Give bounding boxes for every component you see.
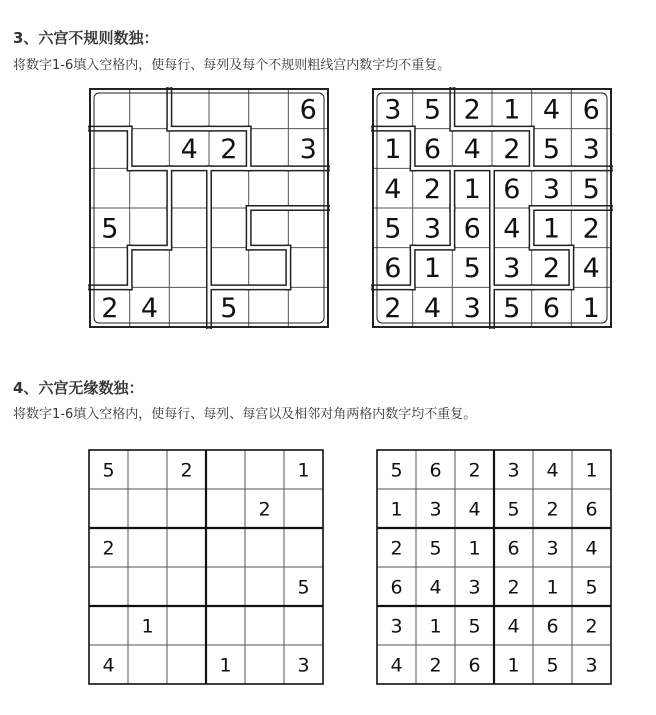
- cell-digit: 5: [390, 459, 403, 482]
- cell-digit: 1: [585, 459, 598, 482]
- cell-digit: 6: [582, 94, 600, 126]
- cell-digit: 3: [463, 292, 481, 324]
- cell-digit: 5: [503, 292, 521, 324]
- cell-digit: 1: [546, 576, 559, 599]
- cell-digit: 5: [546, 654, 559, 677]
- cell-digit: 1: [297, 459, 310, 482]
- cell-digit: 4: [542, 94, 561, 126]
- cell-digit: 3: [507, 459, 520, 482]
- cell-digit: 6: [503, 173, 521, 205]
- cell-digit: 1: [542, 213, 561, 245]
- cell-digit: 4: [423, 292, 442, 324]
- cell-digit: 1: [384, 134, 402, 166]
- cell-digit: 4: [582, 253, 600, 285]
- cell-digit: 5: [582, 173, 600, 205]
- cell-digit: 6: [463, 213, 481, 245]
- cell-digit: 4: [463, 134, 481, 166]
- cell-digit: 1: [503, 94, 521, 126]
- cell-digit: 4: [503, 213, 521, 245]
- cell-digit: 5: [423, 94, 442, 126]
- cell-digit: 2: [101, 292, 119, 324]
- cell-digit: 2: [180, 459, 193, 482]
- cell-digit: 1: [463, 173, 481, 205]
- cell-digit: 6: [585, 498, 598, 521]
- cell-digit: 4: [180, 134, 198, 166]
- irregular-sudoku-puzzle-grid: [88, 87, 330, 329]
- cell-digit: 2: [468, 459, 481, 482]
- section3-description: 将数字1-6填入空格内，使每行、每列及每个不规则粗线宫内数字均不重复。: [13, 58, 451, 73]
- cell-digit: 5: [507, 498, 520, 521]
- cell-digit: 6: [546, 615, 559, 638]
- cell-digit: 6: [299, 94, 317, 126]
- cell-digit: 4: [140, 292, 159, 324]
- anti-diagonal-sudoku-puzzle-grid: [87, 448, 325, 686]
- anti-diagonal-sudoku-solution-grid: [375, 448, 613, 686]
- cell-digit: 5: [384, 213, 402, 245]
- cell-digit: 5: [220, 292, 238, 324]
- cell-digit: 2: [429, 654, 442, 677]
- cell-digit: 3: [468, 576, 481, 599]
- cell-digit: 3: [585, 654, 598, 677]
- cell-digit: 1: [507, 654, 520, 677]
- cell-digit: 5: [468, 615, 481, 638]
- cell-digit: 6: [468, 654, 481, 677]
- section4-title: 4、六宫无缘数独：: [13, 379, 144, 397]
- irregular-sudoku-solution-grid: [371, 87, 613, 329]
- cell-digit: 5: [542, 134, 561, 166]
- cell-digit: 3: [582, 134, 600, 166]
- cell-digit: 5: [297, 576, 310, 599]
- cell-digit: 5: [102, 459, 115, 482]
- cell-digit: 6: [384, 253, 402, 285]
- cell-digit: 3: [297, 654, 310, 677]
- cell-digit: 5: [101, 213, 119, 245]
- cell-digit: 1: [429, 615, 442, 638]
- cell-digit: 2: [542, 253, 561, 285]
- cell-digit: 2: [423, 173, 442, 205]
- cell-digit: 4: [468, 498, 481, 521]
- cell-digit: 2: [258, 498, 271, 521]
- cell-digit: 2: [384, 292, 402, 324]
- cell-digit: 4: [585, 537, 598, 560]
- cell-digit: 3: [546, 537, 559, 560]
- cell-digit: 2: [390, 537, 403, 560]
- cell-digit: 2: [507, 576, 520, 599]
- cell-digit: 5: [463, 253, 481, 285]
- cell-digit: 4: [390, 654, 403, 677]
- cell-digit: 2: [220, 134, 238, 166]
- cell-digit: 3: [429, 498, 442, 521]
- cell-digit: 3: [503, 253, 521, 285]
- cell-digit: 1: [219, 654, 232, 677]
- cell-digit: 4: [102, 654, 115, 677]
- cell-digit: 4: [384, 173, 402, 205]
- cell-digit: 1: [390, 498, 403, 521]
- cell-digit: 2: [102, 537, 115, 560]
- cell-digit: 2: [585, 615, 598, 638]
- cell-digit: 6: [507, 537, 520, 560]
- cell-digit: 3: [390, 615, 403, 638]
- cell-digit: 2: [503, 134, 521, 166]
- cell-digit: 1: [423, 253, 442, 285]
- section3-title: 3、六宫不规则数独：: [13, 29, 159, 47]
- cell-digit: 6: [542, 292, 561, 324]
- cell-digit: 1: [468, 537, 481, 560]
- cell-digit: 6: [390, 576, 403, 599]
- cell-digit: 1: [582, 292, 600, 324]
- cell-digit: 2: [546, 498, 559, 521]
- cell-digit: 4: [546, 459, 559, 482]
- section4-description: 将数字1-6填入空格内，使每行、每列、每宫以及相邻对角两格内数字均不重复。: [13, 407, 477, 422]
- cell-digit: 5: [585, 576, 598, 599]
- cell-digit: 3: [423, 213, 442, 245]
- cell-digit: 6: [423, 134, 442, 166]
- cell-digit: 3: [299, 134, 317, 166]
- cell-digit: 2: [582, 213, 600, 245]
- cell-digit: 4: [429, 576, 442, 599]
- cell-digit: 6: [429, 459, 442, 482]
- cell-digit: 3: [384, 94, 402, 126]
- cell-digit: 5: [429, 537, 442, 560]
- cell-digit: 2: [463, 94, 481, 126]
- cell-digit: 1: [141, 615, 154, 638]
- cell-digit: 3: [542, 173, 561, 205]
- cell-digit: 4: [507, 615, 520, 638]
